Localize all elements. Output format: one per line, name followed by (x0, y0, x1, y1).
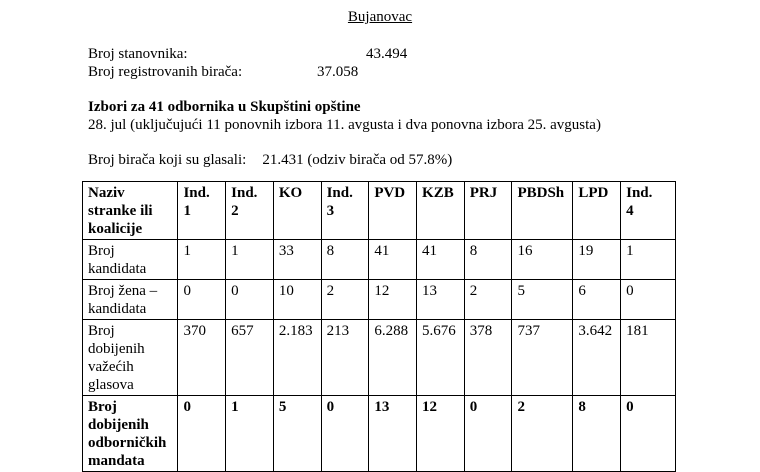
table-cell: 181 (621, 320, 676, 396)
cell-line: KZB (422, 185, 454, 201)
table-cell: 0 (178, 280, 226, 320)
table-cell: 0 (226, 280, 274, 320)
cell-line: Broj (88, 323, 115, 339)
table-row (83, 320, 676, 396)
table-cell: 2 (464, 280, 512, 320)
population-value: 43.494 (366, 46, 408, 62)
election-dates: 28. jul (uključujući 11 ponovnih izbora 11. avgusta i dva ponovna izbora 25. avgusta) (88, 117, 601, 133)
table-cell: 2.183 (273, 320, 321, 396)
cell-line: Broj (88, 243, 115, 259)
table-cell: 378 (464, 320, 512, 396)
election-heading: Izbori za 41 odbornika u Skupštini opštine (88, 99, 361, 115)
header-party-0 (178, 182, 226, 240)
table-cell: 8 (464, 240, 512, 280)
header-party-8 (573, 182, 621, 240)
table-cell: 16 (512, 240, 573, 280)
table-cell: 41 (369, 240, 417, 280)
cell-line: Broj žena – (88, 283, 158, 299)
header-party-2 (273, 182, 321, 240)
cell-line: 2 (231, 203, 239, 219)
results-table (82, 181, 676, 472)
table-row (83, 396, 676, 472)
header-party-5 (417, 182, 465, 240)
table-cell: 1 (178, 240, 226, 280)
row-label (83, 396, 178, 472)
header-party-1 (226, 182, 274, 240)
header-party-4 (369, 182, 417, 240)
registered-voters-label: Broj registrovanih birača: (88, 64, 243, 80)
header-party-9 (621, 182, 676, 240)
page-title: Bujanovac (347, 9, 413, 25)
table-cell: 370 (178, 320, 226, 396)
table-cell: 8 (321, 240, 369, 280)
table-cell: 1 (226, 396, 274, 472)
cell-line: PBDSh (517, 185, 565, 201)
table-header-row (83, 182, 676, 240)
table-cell: 12 (417, 396, 465, 472)
cell-line: PVD (374, 185, 406, 201)
voters-value: 21.431 (odziv birača od 57.8%) (262, 152, 453, 168)
table-cell: 2 (512, 396, 573, 472)
table-cell: 6 (573, 280, 621, 320)
table-cell: 5.676 (417, 320, 465, 396)
table-cell: 8 (573, 396, 621, 472)
cell-line: stranke ili (88, 203, 153, 219)
table-cell: 10 (273, 280, 321, 320)
table-cell: 5 (273, 396, 321, 472)
cell-line: LPD (578, 185, 609, 201)
voters-line (88, 151, 452, 169)
table-cell: 12 (369, 280, 417, 320)
cell-line: Ind. (183, 185, 210, 201)
voters-label: Broj birača koji su glasali: (88, 152, 247, 168)
cell-line: koalicije (88, 221, 143, 237)
cell-line: 3 (326, 203, 335, 219)
header-party-6 (464, 182, 512, 240)
table-cell: 6.288 (369, 320, 417, 396)
table-row (83, 280, 676, 320)
header-party-3 (321, 182, 369, 240)
table-cell: 13 (369, 396, 417, 472)
table-cell: 33 (273, 240, 321, 280)
header-party-7 (512, 182, 573, 240)
cell-line: mandata (88, 453, 145, 469)
cell-line: kandidata (88, 301, 147, 317)
cell-line: glasova (88, 377, 134, 393)
cell-line: 1 (183, 203, 191, 219)
table-cell: 213 (321, 320, 369, 396)
cell-line: Broj (88, 399, 117, 415)
population-label: Broj stanovnika: (88, 46, 188, 62)
cell-line: dobijenih (88, 417, 149, 433)
table-cell: 5 (512, 280, 573, 320)
table-row (83, 240, 676, 280)
cell-line: 4 (626, 203, 634, 219)
cell-line: Ind. (326, 185, 353, 201)
registered-voters-value: 37.058 (317, 64, 359, 80)
cell-line: PRJ (469, 185, 498, 201)
table-cell: 0 (178, 396, 226, 472)
table-cell: 2 (321, 280, 369, 320)
cell-line: Ind. (231, 185, 258, 201)
table-cell: 657 (226, 320, 274, 396)
table-cell: 13 (417, 280, 465, 320)
cell-line: Naziv (88, 185, 125, 201)
row-label (83, 320, 178, 396)
table-cell: 0 (621, 280, 676, 320)
cell-line: važećih (88, 359, 134, 375)
table-cell: 0 (464, 396, 512, 472)
table-cell: 3.642 (573, 320, 621, 396)
table-cell: 41 (417, 240, 465, 280)
cell-line: KO (278, 185, 303, 201)
cell-line: odborničkih (88, 435, 167, 451)
table-cell: 0 (621, 396, 676, 472)
cell-line: dobijenih (88, 341, 145, 357)
table-cell: 1 (226, 240, 274, 280)
row-label (83, 240, 178, 280)
table-cell: 1 (621, 240, 676, 280)
table-cell: 737 (512, 320, 573, 396)
table-cell: 19 (573, 240, 621, 280)
table-cell: 0 (321, 396, 369, 472)
cell-line: Ind. (626, 185, 653, 201)
cell-line: kandidata (88, 261, 147, 277)
row-label (83, 280, 178, 320)
header-party-name (83, 182, 178, 240)
